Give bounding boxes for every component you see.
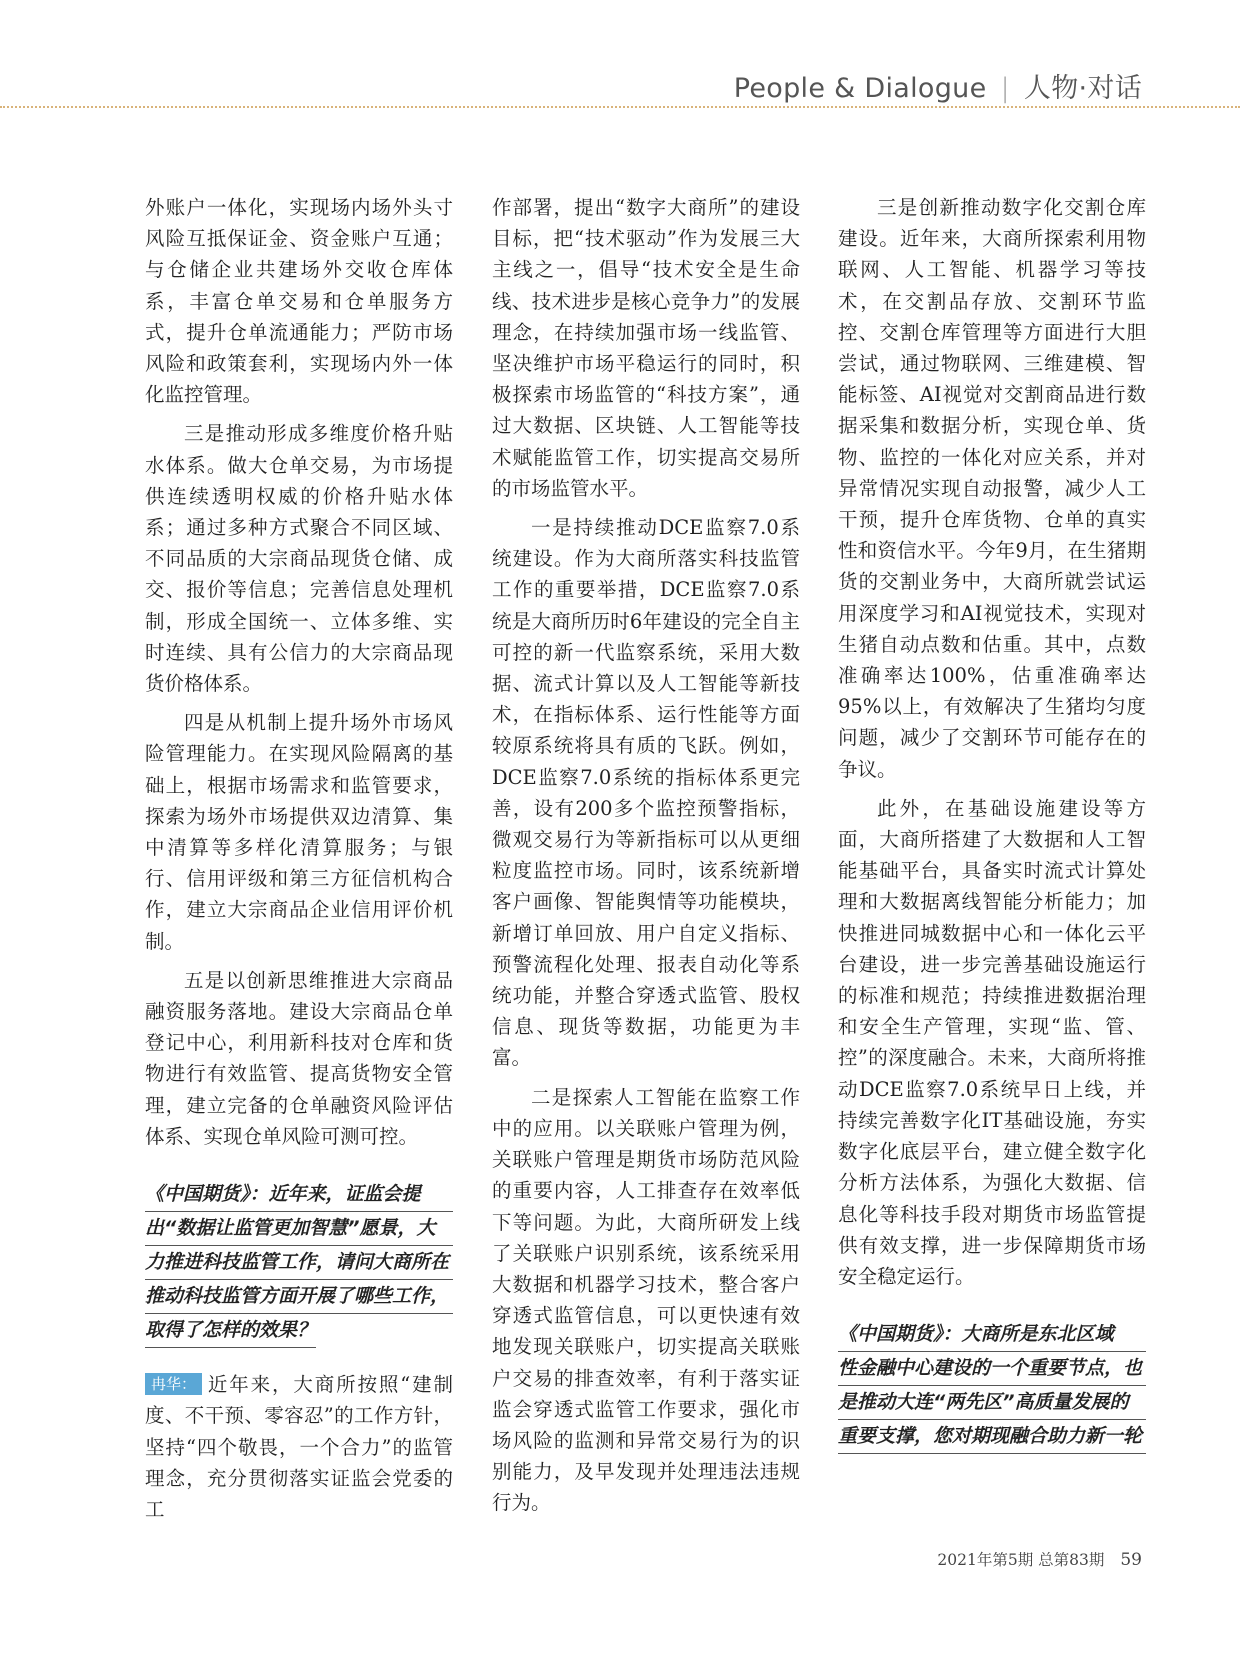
paragraph: 三是推动形成多维度价格升贴水体系。做大仓单交易，为市场提供连续透明权威的价格升贴水体系；通过多种方式聚合不同区域、不同品质的大宗商品现货仓储、成交、报价等信息；完善信息处理机制，形成全国统一、立体多维、实时连续、具有公信力的大宗商品现货价格体系。 (145, 422, 453, 696)
question-line: 性金融中心建设的一个重要节点，也 (838, 1352, 1146, 1386)
interview-question (838, 1318, 1146, 1454)
header-title (734, 66, 1142, 105)
header-dotted-rule (0, 106, 1240, 108)
interview-question (145, 1178, 453, 1359)
answer-text: 近年来，大商所按照“建制度、不干预、零容忍”的工作方针，坚持“四个敬畏，一个合力”的监管理念，充分贯彻落实证监会党委的工 (145, 1373, 453, 1521)
paragraph: 二是探索人工智能在监察工作中的应用。以关联账户管理为例，关联账户管理是期货市场防范风险的重要内容，人工排查存在效率低下等问题。为此，大商所研发上线了关联账户识别系统，该系统采用大数据和机器学习技术，整合客户穿透式监管信息，可以更快速有效地发现关联账户，切实提高关联账户交易的排查效率，有利于落实证监会穿透式监管工作要求，强化市场风险的监测和异常交易行为的识别能力，及早发现并处理违法违规行为。 (492, 1085, 800, 1515)
question-line: 出“数据让监管更加智慧”愿景，大 (145, 1212, 453, 1246)
paragraph: 此外，在基础设施建设等方面，大商所搭建了大数据和人工智能基础平台，具备实时流式计算处理和大数据离线智能分析能力；加快推进同城数据中心和一体化云平台建设，进一步完善基础设施运行的标准和规范；持续推进数据治理和安全生产管理，实现“监、管、控”的深度融合。未来，大商所将推动DCE监察7.0系统早日上线，并持续完善数字化IT基础设施，夯实数字化底层平台，建立健全数字化分析方法体系，为强化大数据、信息化等科技手段对期货市场监管提供有效支撑，进一步保障期货市场安全稳定运行。 (838, 796, 1146, 1288)
paragraph: 五是以创新思维推进大宗商品融资服务落地。建设大宗商品仓单登记中心，利用新科技对仓库和货物进行有效监管、提高货物安全管理，建立完备的仓单融资风险评估体系、实现仓单风险可测可控。 (145, 968, 453, 1148)
page-footer (937, 1548, 1142, 1570)
page-number: 59 (1120, 1550, 1142, 1570)
paragraph: 三是创新推动数字化交割仓库建设。近年来，大商所探索利用物联网、人工智能、机器学习等技术，在交割品存放、交割环节监控、交割仓库管理等方面进行大胆尝试，通过物联网、三维建模、智能标签、AI视觉对交割商品进行数据采集和数据分析，实现仓单、货物、监控的一体化对应关系，并对异常情况实现自动报警，减少人工干预，提升仓库货物、仓单的真实性和资信水平。今年9月，在生猪期货的交割业务中，大商所就尝试运用深度学习和AI视觉技术，实现对生猪自动点数和估重。其中，点数准确率达100%，估重准确率达95%以上，有效解决了生猪均匀度问题，减少了交割环节可能存在的争议。 (838, 196, 1146, 781)
header-section-en: People & Dialogue (733, 73, 987, 104)
issue-info: 2021年第5期 总第83期 (937, 1551, 1105, 1569)
header-section-cn: 人物·对话 (1023, 73, 1142, 104)
question-line: 取得了怎样的效果？ (145, 1314, 316, 1348)
question-line: 重要支撑，您对期现融合助力新一轮 (838, 1420, 1146, 1454)
question-line: 是推动大连“两先区”高质量发展的 (838, 1386, 1146, 1420)
running-header (0, 62, 1240, 106)
question-line: 推动科技监管方面开展了哪些工作， (145, 1280, 453, 1314)
paragraph: 外账户一体化，实现场内场外头寸风险互抵保证金、资金账户互通；与仓储企业共建场外交收仓库体系，丰富仓单交易和仓单服务方式，提升仓单流通能力；严防市场风险和政策套利，实现场内外一体化监控管理。 (145, 196, 453, 407)
speaker-tag: 冉华： (145, 1373, 202, 1395)
paragraph: 四是从机制上提升场外市场风险管理能力。在实现风险隔离的基础上，根据市场需求和监管要求，探索为场外市场提供双边清算、集中清算等多样化清算服务；与银行、信用评级和第三方征信机构合作，建立大宗商品企业信用评价机制。 (145, 711, 453, 953)
question-line: 《中国期货》：近年来，证监会提 (145, 1178, 453, 1212)
question-line: 《中国期货》：大商所是东北区域 (838, 1318, 1146, 1352)
paragraph: 一是持续推动DCE监察7.0系统建设。作为大商所落实科技监管工作的重要举措，DCE监察7.0系统是大商所历时6年建设的完全自主可控的新一代监察系统，采用大数据、流式计算以及人工智能等新技术，在指标体系、运行性能等方面较原系统将具有质的飞跃。例如，DCE监察7.0系统的指标体系更完善，设有200多个监控预警指标，微观交易行为等新指标可以从更细粒度监控市场。同时，该系统新增客户画像、智能舆情等功能模块，新增订单回放、用户自定义指标、预警流程化处理、报表自动化等系统功能，并整合穿透式监管、股权信息、现货等数据，功能更为丰富。 (492, 516, 800, 1070)
header-separator: | (1000, 73, 1010, 104)
column-2 (492, 192, 800, 1527)
column-1 (145, 192, 453, 1533)
paragraph: 作部署，提出“数字大商所”的建设目标，把“技术驱动”作为发展三大主线之一，倡导“技术安全是生命线、技术进步是核心竞争力”的发展理念，在持续加强市场一线监管、坚决维护市场平稳运行的同时，积极探索市场监管的“科技方案”，通过大数据、区块链、人工智能等技术赋能监管工作，切实提高交易所的市场监管水平。 (492, 196, 800, 500)
interview-answer (145, 1369, 453, 1525)
column-3 (838, 192, 1146, 1464)
question-line: 力推进科技监管工作，请问大商所在 (145, 1246, 453, 1280)
